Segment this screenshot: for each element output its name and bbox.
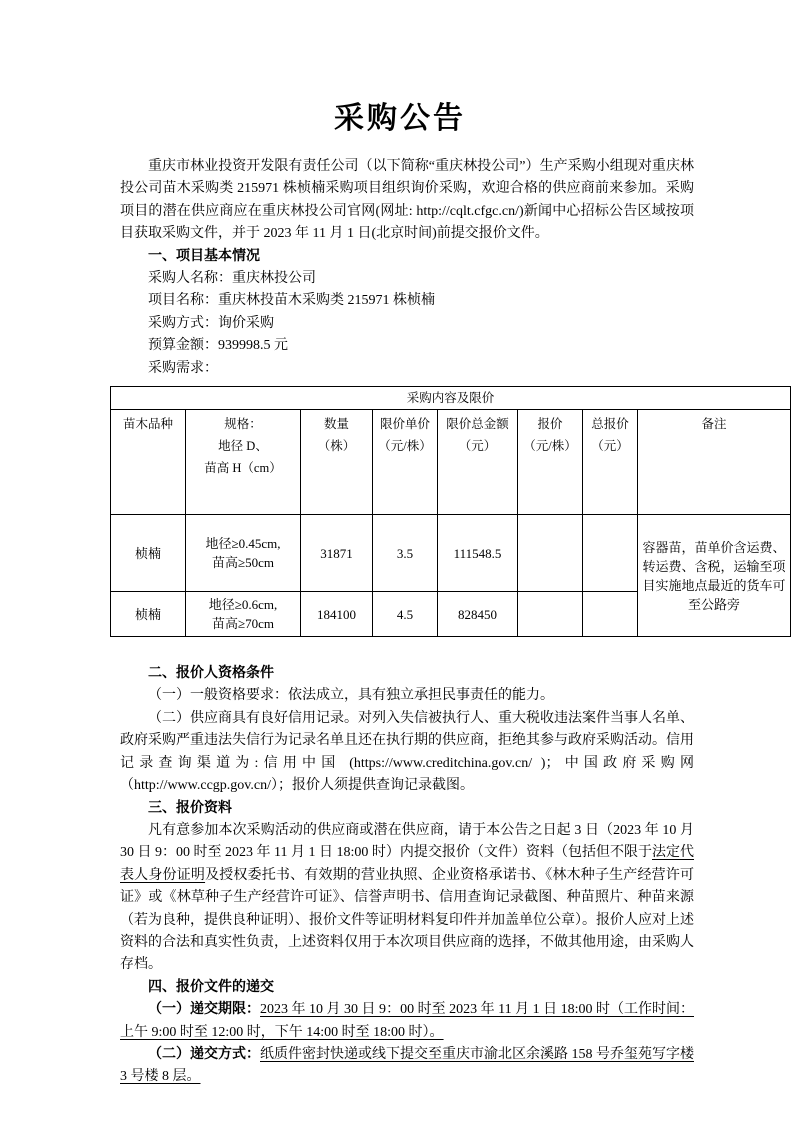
spec-cell: [186, 515, 301, 592]
col-header-spec: [186, 410, 301, 515]
field-procurement-requirement: 采购需求：: [148, 360, 218, 376]
intro-paragraph: [120, 156, 694, 246]
table-caption: 采购内容及限价: [111, 387, 791, 410]
col-header-bid-price-line2: （元/株）: [523, 439, 577, 454]
quotation-materials-text-1: 凡有意参加本次采购活动的供应商或潜在供应商，请于本公告之日起 3 日（2023 年 10 月 30 日 9：00 时至 2023 年 11 月 1 日 18:00 时）内提交报价（文件）资料（包括但不限于: [120, 822, 694, 861]
quotation-materials-paragraph: [120, 820, 694, 977]
credit-record-text-1: （二）供应商具有良好信用记录。对列入失信被执行人、重大税收违法案件当事人名单、政府采购严重违法失信行为记录名单且还在执行期的供应商，拒绝其参与政府采购活动。信用记录查询渠道为:信用中国 (: [120, 710, 694, 771]
field-purchaser-name: 采购人名称：重庆林投公司: [148, 271, 316, 287]
col-header-remarks: [638, 410, 791, 515]
intro-text-1: 重庆市林业投资开发限有责任公司（以下简称“重庆林投公司”）生产采购小组现对重庆林投公司苗木采购类 215971 株桢楠采购项目组织询价采购，欢迎合格的供应商前来参加。采购项目的潜在供应商应在重庆林投公司官网(网址:: [120, 159, 694, 219]
quantity-cell: 184100: [301, 592, 373, 637]
col-header-quantity: [301, 410, 373, 515]
intro-text-2: )新闻中心招标公告区域按项目获取采购文件，并于 2023 年 11 月 1 日(北京时间)前提交报价文件。: [120, 203, 694, 242]
col-header-species: [111, 410, 186, 515]
field-procurement-method: 采购方式：询价采购: [148, 315, 274, 331]
submission-method-label: （二）递交方式：: [148, 1046, 260, 1062]
total-price-limit-cell: 828450: [438, 592, 518, 637]
col-header-quantity-line2: （株）: [317, 439, 356, 454]
spec-cell: [186, 592, 301, 637]
col-header-bid-total-line1: 总报价: [591, 417, 629, 432]
document-body: [120, 156, 694, 380]
credit-record-text-2: )；中国政府采购网（: [120, 755, 694, 794]
spec-line2: 苗高≥50cm: [211, 555, 275, 571]
spec-line2: 苗高≥70cm: [211, 616, 275, 632]
legal-representative-id-underlined: 法定代表人身份证明: [120, 845, 695, 883]
col-header-spec-line2: 地径 D、: [218, 439, 268, 454]
field-budget-amount: 预算金额：939998.5 元: [148, 338, 288, 354]
official-website-url: http://cqlt.cfgc.cn/: [416, 203, 519, 219]
bid-price-cell: [518, 592, 583, 637]
quantity-cell: 31871: [301, 515, 373, 592]
section2-heading: 二、报价人资格条件: [148, 666, 274, 682]
col-header-unit-price-limit: [373, 410, 438, 515]
col-header-bid-price: [518, 410, 583, 515]
table-row: [111, 515, 791, 592]
creditchina-url: https://www.creditchina.gov.cn/: [353, 755, 533, 771]
col-header-total-price-limit: [438, 410, 518, 515]
col-header-remarks-label: 备注: [701, 417, 727, 432]
unit-price-limit-cell: 3.5: [373, 515, 438, 592]
submission-deadline-label: （一）递交期限：: [148, 1002, 261, 1018]
col-header-total-price-limit-line1: 限价总金额: [446, 417, 509, 432]
credit-record-text-3: ）；报价人须提供查询记录截图。: [271, 778, 474, 794]
col-header-unit-price-limit-line1: 限价单价: [379, 417, 430, 432]
remarks-cell: 容器苗，苗单价含运费、转运费、含税，运输至项目实施地点最近的货车可至公路旁: [638, 515, 791, 637]
section3-heading: 三、报价资料: [148, 800, 232, 816]
submission-deadline-item: [120, 999, 694, 1044]
bid-total-cell: [583, 592, 638, 637]
col-header-bid-total: [583, 410, 638, 515]
submission-method-item: [120, 1044, 694, 1089]
col-header-spec-line3: 苗高 H（cm）: [204, 461, 282, 476]
submission-method-text: 纸质件密封快递或线下提交至重庆市渝北区余溪路 158 号乔玺苑写字楼 3 号楼 8 层。: [120, 1046, 694, 1085]
spec-line1: 地径≥0.6cm,: [208, 597, 278, 613]
col-header-unit-price-limit-line2: （元/株）: [378, 439, 432, 454]
page-title: 采购公告: [334, 102, 466, 135]
bid-price-cell: [518, 515, 583, 592]
species-cell: 桢楠: [111, 592, 186, 637]
field-project-name: 项目名称：重庆林投苗木采购类 215971 株桢楠: [148, 293, 435, 309]
ccgp-url: http://www.ccgp.gov.cn/: [134, 778, 271, 794]
unit-price-limit-cell: 4.5: [373, 592, 438, 637]
col-header-bid-price-line1: 报价: [537, 417, 563, 432]
col-header-bid-total-line2: （元）: [591, 439, 629, 454]
quotation-materials-text-2: 及授权委托书、有效期的营业执照、企业资格承诺书、《林木种子生产经营许可证》或《林草种子生产经营许可证》、信誉声明书、信用查询记录截图、种苗照片、种苗来源（若为良种，提供良种证明）、报价文件等证明材料复印件并加盖单位公章）。报价人应对上述资料的合法和真实性负责，上述资料仅用于本次项目供应商的选择，不做其他用途，由采购人存档。: [120, 867, 695, 973]
col-header-spec-line1: 规格：: [224, 417, 262, 432]
procurement-table: [110, 386, 791, 637]
credit-record-item: [120, 708, 694, 798]
section4-heading: 四、报价文件的递交: [148, 979, 274, 995]
general-qualification-item: （一）一般资格要求：依法成立，具有独立承担民事责任的能力。: [148, 688, 554, 704]
species-cell: 桢楠: [111, 515, 186, 592]
col-header-total-price-limit-line2: （元）: [458, 439, 497, 454]
section1-heading: 一、项目基本情况: [148, 248, 260, 264]
table-caption-row: [111, 387, 791, 410]
submission-deadline-text: 2023 年 10 月 30 日 9：00 时至 2023 年 11 月 1 日 18:00 时（工作时间：上午 9:00 时至 12:00 时，下午 14:00 时至 18:00 时）。: [120, 1002, 694, 1040]
table-header-row: [111, 410, 791, 515]
spec-line1: 地径≥0.45cm,: [205, 536, 281, 552]
bid-total-cell: [583, 515, 638, 592]
document-body-lower: [120, 663, 694, 1089]
total-price-limit-cell: 111548.5: [438, 515, 518, 592]
col-header-species-label: 苗木品种: [122, 417, 173, 432]
col-header-quantity-line1: 数量: [323, 417, 349, 432]
